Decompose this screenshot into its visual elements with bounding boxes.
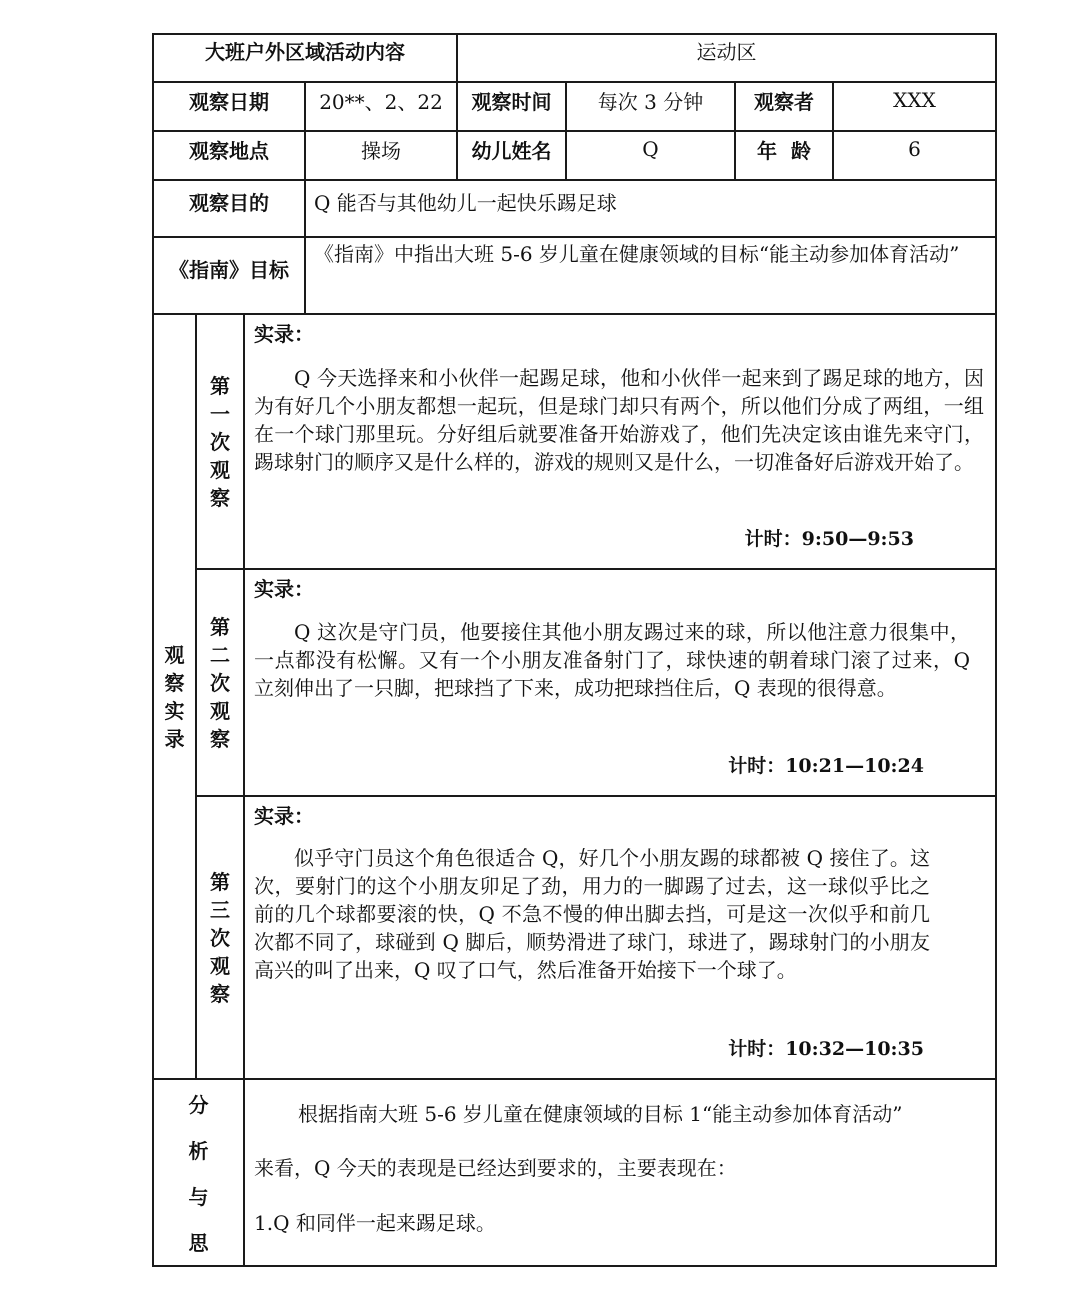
time-label: 观察时间 bbox=[471, 89, 552, 114]
observation-3-label: 第三次观察 bbox=[210, 869, 230, 1006]
place-value: 操场 bbox=[361, 138, 401, 163]
table-border-right bbox=[995, 33, 997, 1267]
observation-2-label: 第二次观察 bbox=[210, 614, 230, 751]
date-label: 观察日期 bbox=[189, 89, 269, 114]
record-section-label-text: 观察实录 bbox=[164, 642, 185, 751]
observation-1-timing: 计时：9:50—9:53 bbox=[744, 528, 914, 550]
time-value: 每次 3 分钟 bbox=[597, 89, 704, 114]
observation-3-timing: 计时：10:32—10:35 bbox=[728, 1038, 924, 1060]
age-label: 年 龄 bbox=[757, 138, 811, 163]
observer-value: XXX bbox=[893, 88, 936, 112]
row-divider bbox=[195, 568, 997, 570]
date-value: 20**、2、22 bbox=[319, 89, 443, 114]
row-divider bbox=[152, 1078, 997, 1080]
observation-1-record-label: 实录： bbox=[254, 322, 314, 346]
purpose-label: 观察目的 bbox=[189, 190, 269, 215]
guide-label: 《指南》目标 bbox=[169, 257, 289, 282]
purpose-value: Q 能否与其他幼儿一起快乐踢足球 bbox=[314, 190, 617, 215]
observation-3-record-label: 实录： bbox=[254, 804, 314, 828]
analysis-line-2: 来看，Q 今天的表现是已经达到要求的，主要表现在： bbox=[254, 1156, 737, 1180]
record-section-label bbox=[154, 315, 195, 1078]
observation-2-record-label: 实录： bbox=[254, 577, 314, 601]
analysis-line-3: 1.Q 和同伴一起来踢足球。 bbox=[254, 1211, 496, 1235]
observation-3-text: 似乎守门员这个角色很适合 Q，好几个小朋友踢的球都被 Q 接住了。这次，要射门的这个小朋友卯足了劲，用力的一脚踢了过去，这一球似乎比之前的几个球都要滚的快，Q 不急不慢的伸出脚去挡，可是这一次似乎和前几次都不同了，球碰到 Q 脚后，顺势滑进了球门，球进了，踢球射门的小朋友高兴的叫了出来，Q 叹了口气，然后准备开始接下一个球了。 bbox=[254, 846, 930, 982]
age-value: 6 bbox=[908, 137, 921, 161]
table-title: 大班户外区域活动内容 bbox=[205, 39, 405, 64]
observer-label: 观察者 bbox=[754, 89, 814, 114]
observation-1-text: Q 今天选择来和小伙伴一起踢足球，他和小伙伴一起来到了踢足球的地方，因为有好几个小朋友都想一起玩，但是球门却只有两个，所以他们分成了两组，一组在一个球门那里玩。分好组后就要准备开始游戏了，他们先决定该由谁先来守门，踢球射门的顺序又是什么样的，游戏的规则又是什么，一切准备好后游戏开始了。 bbox=[254, 366, 984, 474]
row-divider bbox=[195, 795, 997, 797]
child-name-value: Q bbox=[642, 137, 659, 161]
observation-1-label: 第一次观察 bbox=[210, 373, 230, 510]
activity-area: 运动区 bbox=[696, 39, 757, 64]
observation-2-timing: 计时：10:21—10:24 bbox=[728, 755, 924, 777]
col-divider bbox=[243, 313, 245, 1267]
observation-2-text: Q 这次是守门员，他要接住其他小朋友踢过来的球，所以他注意力很集中，一点都没有松懈。又有一个小朋友准备射门了，球快速的朝着球门滚了过来，Q 立刻伸出了一只脚，把球挡了下来，成功把球挡住后，Q 表现的很得意。 bbox=[254, 620, 970, 700]
analysis-label: 分析与思 bbox=[188, 1093, 209, 1255]
child-name-label: 幼儿姓名 bbox=[471, 138, 552, 163]
guide-value: 《指南》中指出大班 5-6 岁儿童在健康领域的目标“能主动参加体育活动” bbox=[314, 242, 960, 266]
place-label: 观察地点 bbox=[189, 138, 269, 163]
table-border-bottom bbox=[152, 1265, 997, 1267]
analysis-line-1: 根据指南大班 5-6 岁儿童在健康领域的目标 1“能主动参加体育活动” bbox=[298, 1102, 903, 1126]
row-divider bbox=[152, 313, 997, 315]
